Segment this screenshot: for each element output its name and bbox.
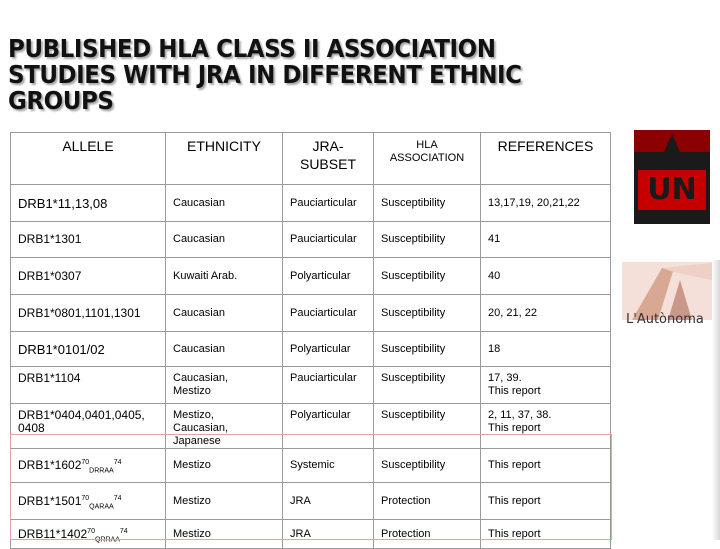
allele-base: DRB11*1402 <box>18 526 88 541</box>
cell-ethnicity: Caucasian <box>166 222 283 258</box>
table-row <box>11 404 611 449</box>
cell-ethnicity: Caucasian <box>166 295 283 332</box>
ethnicity-line: Mestizo, <box>173 409 214 421</box>
cell-association: Susceptibility <box>374 449 481 483</box>
cell-references: 18 <box>481 332 611 367</box>
cell-ethnicity: Caucasian <box>166 185 283 222</box>
un-letters: UN <box>638 170 706 210</box>
un-logo <box>634 130 710 224</box>
cell-subset: Polyarticular <box>283 404 374 449</box>
title-line-1: PUBLISHED HLA CLASS II ASSOCIATION <box>8 34 496 63</box>
cell-allele: DRB1*0801,1101,1301 <box>11 295 166 332</box>
allele-position-start: 70 <box>81 494 90 502</box>
title-line-3: GROUPS <box>8 86 114 115</box>
cell-association: Protection <box>374 483 481 520</box>
autonoma-label: L'Autònoma <box>626 312 704 327</box>
cell-references: This report <box>481 520 611 549</box>
cell-association: Susceptibility <box>374 258 481 295</box>
header-ethnicity: ETHNICITY <box>166 133 283 185</box>
header-subset-line-2: SUBSET <box>299 156 356 172</box>
header-association-line-2: ASSOCIATION <box>389 152 465 164</box>
cell-allele: DRB1*1301 <box>11 222 166 258</box>
cell-association: Susceptibility <box>374 222 481 258</box>
cell-subset: Pauciarticular <box>283 185 374 222</box>
ethnicity-line: Caucasian, <box>173 422 229 434</box>
cell-allele: DRB1*1104 <box>11 367 166 404</box>
cell-subset: Pauciarticular <box>283 222 374 258</box>
cell-references <box>481 367 611 404</box>
logo-spike <box>664 134 680 152</box>
allele-base: DRB1*1501 <box>18 493 82 508</box>
cell-allele <box>11 520 166 549</box>
ethnicity-line: Caucasian, <box>173 372 229 384</box>
header-allele: ALLELE <box>11 133 166 185</box>
table-row <box>11 520 611 549</box>
allele-base: DRB1*1602 <box>18 458 82 472</box>
cell-association: Susceptibility <box>374 185 481 222</box>
cell-allele <box>11 404 166 449</box>
cell-references: 40 <box>481 258 611 295</box>
allele-position-end: 74 <box>113 494 122 502</box>
cell-references <box>481 404 611 449</box>
cell-ethnicity: Mestizo <box>166 483 283 520</box>
cell-association: Susceptibility <box>374 367 481 404</box>
table-row <box>11 295 611 332</box>
cell-ethnicity: Mestizo <box>166 449 283 483</box>
header-hla-association <box>374 133 481 185</box>
cell-allele <box>11 449 166 483</box>
table-header-row <box>11 133 611 185</box>
table-row <box>11 449 611 483</box>
cell-references: 41 <box>481 222 611 258</box>
cell-subset: Systemic <box>283 449 374 483</box>
cell-association: Protection <box>374 520 481 549</box>
cell-subset: JRA <box>283 483 374 520</box>
cell-ethnicity <box>166 404 283 449</box>
cell-ethnicity: Mestizo <box>166 520 283 549</box>
allele-motif: QARAA <box>89 502 114 510</box>
cell-references: 13,17,19, 20,21,22 <box>481 185 611 222</box>
cell-association: Susceptibility <box>374 295 481 332</box>
cell-ethnicity: Caucasian <box>166 332 283 367</box>
allele-position-start: 70 <box>87 527 95 535</box>
references-line: This report <box>488 385 541 397</box>
header-references: REFERENCES <box>481 133 611 185</box>
cell-ethnicity: Kuwaiti Arab. <box>166 258 283 295</box>
allele-line: 0408 <box>18 421 45 435</box>
cell-subset: Pauciarticular <box>283 295 374 332</box>
cell-allele <box>11 483 166 520</box>
cell-subset: JRA <box>283 520 374 549</box>
allele-line: DRB1*0404,0401,0405, <box>18 408 145 422</box>
table-row <box>11 185 611 222</box>
references-line: 17, 39. <box>488 372 522 384</box>
allele-position-start: 70 <box>81 459 90 466</box>
cell-references: 20, 21, 22 <box>481 295 611 332</box>
allele-motif: QRRAA <box>94 535 120 543</box>
header-association-line-1: HLA <box>416 139 438 151</box>
cell-allele: DRB1*0101/02 <box>11 332 166 367</box>
cell-subset: Polyarticular <box>283 332 374 367</box>
ethnicity-line: Japanese <box>173 435 221 447</box>
table-row <box>11 367 611 404</box>
cell-references: This report <box>481 449 611 483</box>
header-subset-line-1: JRA- <box>312 138 344 154</box>
cell-references: This report <box>481 483 611 520</box>
table-row <box>11 332 611 367</box>
allele-position-end: 74 <box>119 527 128 535</box>
right-edge-shade <box>712 260 720 540</box>
cell-subset: Polyarticular <box>283 258 374 295</box>
references-line: This report <box>488 422 541 434</box>
ethnicity-line: Mestizo <box>173 385 211 397</box>
cell-ethnicity <box>166 367 283 404</box>
slide-title <box>8 36 560 114</box>
allele-position-end: 74 <box>113 459 122 466</box>
cell-subset: Pauciarticular <box>283 367 374 404</box>
table-row <box>11 483 611 520</box>
cell-allele: DRB1*0307 <box>11 258 166 295</box>
allele-motif: DRRAA <box>89 467 114 475</box>
cell-association: Susceptibility <box>374 332 481 367</box>
title-line-2: STUDIES WITH JRA IN DIFFERENT ETHNIC <box>8 60 522 89</box>
header-jra-subset <box>283 133 374 185</box>
cell-allele: DRB1*11,13,08 <box>11 185 166 222</box>
autonoma-logo <box>622 262 720 344</box>
hla-association-table <box>10 132 611 549</box>
references-line: 2, 11, 37, 38. <box>488 409 552 421</box>
cell-association: Susceptibility <box>374 404 481 449</box>
table-row <box>11 258 611 295</box>
table-row <box>11 222 611 258</box>
